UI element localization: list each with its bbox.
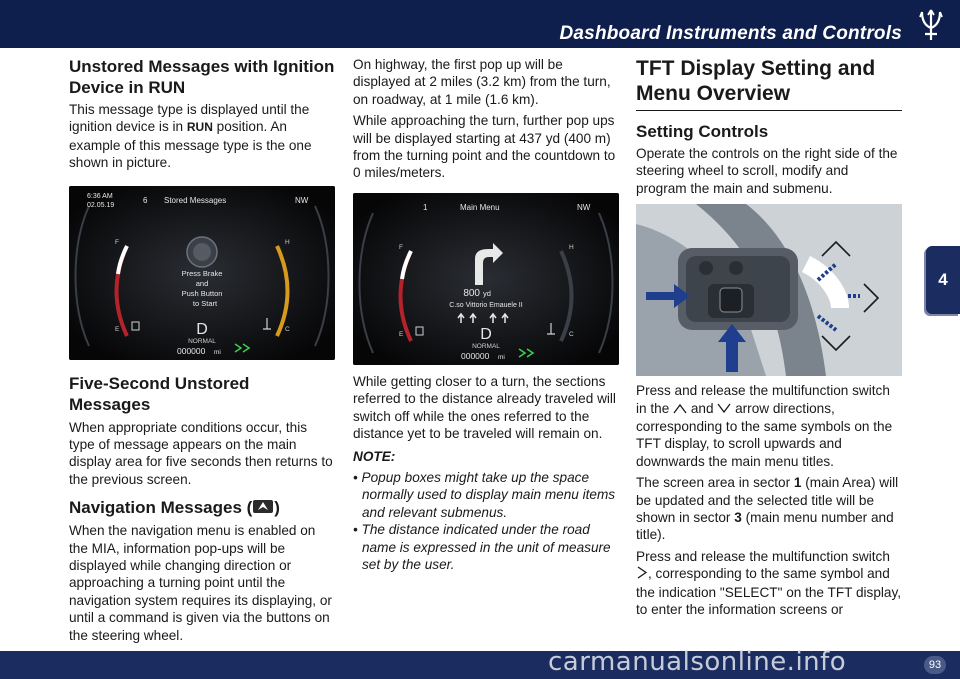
steering-wheel-controls-image bbox=[636, 204, 902, 376]
cluster-stored-messages-image bbox=[69, 186, 335, 360]
phone-button bbox=[699, 261, 713, 275]
chevron-right-icon bbox=[636, 566, 648, 583]
paragraph-screen-area: The screen area in sector 1 (main Area) will be updated and the selected title will be shown in sector 3 (main menu number and title). bbox=[636, 475, 899, 543]
paragraph-navigation-messages: When the navigation menu is enabled on the MIA, information pop-ups will be displayed while changing direction or approaching a turning point until the navigation system requires its displaying, or until a command is given via the buttons on the steering wheel. bbox=[69, 523, 332, 643]
note-label: NOTE: bbox=[353, 449, 396, 465]
nav-street-name: C.so Vittorio Emauele II bbox=[449, 301, 523, 309]
nav-distance-unit: yd bbox=[483, 288, 491, 298]
temp-hot-label: H bbox=[285, 238, 290, 246]
cluster-menu-number: 6 bbox=[143, 195, 148, 205]
fuel-empty-label: E bbox=[115, 325, 120, 333]
trident-logo-icon bbox=[916, 8, 946, 42]
heading-navigation-messages: Navigation Messages ( ) bbox=[69, 498, 280, 518]
navigation-icon bbox=[252, 499, 274, 514]
fuel-empty-label: E bbox=[399, 330, 404, 338]
fuel-full-label: F bbox=[399, 243, 403, 251]
paragraph-approach: While approaching the turn, further pop ups will be displayed starting at 437 yd (400 m) from the turning point and the countdown to 0 miles/meters. bbox=[353, 113, 616, 181]
note-item: • Popup boxes might take up the space normally used to display main menu items and relevant submenus. bbox=[353, 469, 616, 520]
chevron-up-icon bbox=[673, 401, 687, 418]
heading-setting-controls: Setting Controls bbox=[636, 122, 769, 141]
cluster-drive-mode: NORMAL bbox=[472, 342, 500, 350]
cluster-navigation-image bbox=[353, 193, 619, 365]
cluster-message-line2: and bbox=[195, 278, 209, 288]
cluster-menu-number: 1 bbox=[423, 202, 428, 212]
cluster-menu-title: Main Menu bbox=[460, 202, 500, 212]
fuel-full-label: F bbox=[115, 238, 119, 246]
temp-cold-label: C bbox=[285, 325, 290, 333]
multifunction-switch bbox=[720, 288, 742, 312]
paragraph-press-release: Press and release the multifunction switch in the and arrow directions, corresponding to the same symbols on the TFT display, to scroll upwards and downwards the main menu titles. bbox=[636, 383, 893, 469]
column-middle bbox=[353, 56, 619, 573]
cluster-odometer: 000000 bbox=[177, 345, 206, 356]
cluster-odometer-unit: mi bbox=[498, 353, 505, 361]
cluster-odometer-unit: mi bbox=[214, 348, 221, 356]
page-number: 93 bbox=[924, 656, 946, 674]
cluster-date: 02.05.19 bbox=[87, 201, 115, 209]
column-right bbox=[636, 56, 902, 619]
cluster-time: 6:36 AM bbox=[87, 192, 113, 200]
cluster-menu-title: Stored Messages bbox=[164, 195, 227, 205]
cluster-odometer: 000000 bbox=[461, 350, 490, 361]
voice-button bbox=[729, 261, 743, 275]
paragraph-operate: Operate the controls on the right side of the steering wheel to scroll, modify and program the main and submenu. bbox=[636, 146, 898, 196]
header-bar bbox=[0, 0, 960, 48]
cluster-drive-mode: NORMAL bbox=[188, 337, 216, 345]
heading-tft-display: TFT Display Setting and Menu Overview bbox=[636, 56, 902, 111]
cluster-message-line4: to Start bbox=[192, 298, 218, 308]
paragraph-highway: On highway, the first pop up will be displayed at 2 miles (3.2 km) from the turn, on roadway, at 1 mile (1.6 km). bbox=[353, 57, 611, 107]
note-item: • The distance indicated under the road name is expressed in the unit of measure set by the user. bbox=[353, 522, 611, 572]
cluster-heading: NW bbox=[295, 195, 309, 205]
nav-distance: 800 bbox=[463, 287, 480, 299]
heading-unstored-messages: Unstored Messages with Ignition Device in RUN bbox=[69, 57, 335, 97]
cluster-gear: D bbox=[196, 320, 208, 338]
chapter-title: Dashboard Instruments and Controls bbox=[559, 23, 902, 44]
cluster-message-line3: Push Button bbox=[181, 288, 223, 298]
temp-hot-label: H bbox=[569, 243, 574, 251]
cluster-gear: D bbox=[480, 325, 492, 343]
paragraph-closer: While getting closer to a turn, the sections referred to the distance already traveled will switch off while the ones referred to the distance yet to be traveled will remain on. bbox=[353, 373, 616, 442]
watermark-text: carmanualsonline.info bbox=[548, 647, 847, 677]
paragraph-unstored: This message type is displayed until the ignition device is in RUN position. An example of this message type is the one shown in picture. bbox=[69, 102, 312, 171]
temp-cold-label: C bbox=[569, 330, 574, 338]
heading-five-second: Five-Second Unstored Messages bbox=[69, 373, 250, 414]
paragraph-select: Press and release the multifunction switch , corresponding to the same symbol and the indication "SELECT" on the TFT display, to enter the information screens or bbox=[636, 548, 902, 618]
paragraph-five-second: When appropriate conditions occur, this type of message appears on the main display area for five seconds then returns to the previous screen. bbox=[69, 419, 333, 487]
chevron-down-icon bbox=[717, 401, 731, 418]
chapter-tab[interactable]: 4 bbox=[926, 246, 960, 314]
note-block bbox=[353, 448, 619, 573]
column-left bbox=[69, 56, 335, 644]
cluster-message-line1: Press Brake bbox=[181, 268, 223, 278]
cluster-heading: NW bbox=[577, 202, 591, 212]
